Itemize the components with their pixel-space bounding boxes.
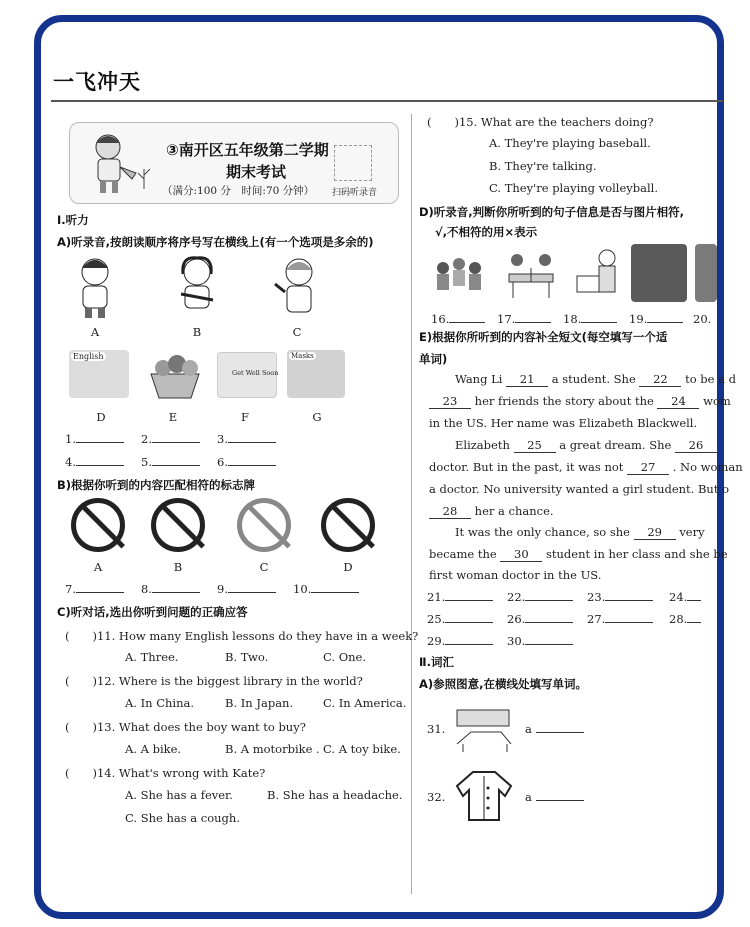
answer-blank[interactable] xyxy=(228,432,276,443)
answer-blank[interactable] xyxy=(445,634,493,645)
q14-option-b: B. She has a headache. xyxy=(267,788,403,802)
blank-row-19 xyxy=(629,312,683,326)
answer-blank[interactable] xyxy=(76,432,124,443)
vocab-31-answer xyxy=(525,722,584,736)
sectionD-heading: D)听录音,判断你所听到的句子信息是否与图片相符, xyxy=(419,205,685,219)
page-frame xyxy=(34,15,743,919)
passage-text: Wang Li xyxy=(455,372,503,386)
answer-blank[interactable] xyxy=(228,582,276,593)
blank-num-16: 16. xyxy=(431,312,450,326)
answer-blank[interactable] xyxy=(445,612,493,623)
blank-row-20 xyxy=(693,312,711,326)
passage-line-10: first woman doctor in the US. xyxy=(429,568,602,582)
answer-paren[interactable]: ( ) xyxy=(65,720,97,734)
sectionE-heading-2: 单词) xyxy=(419,352,448,366)
question-text: 11. How many English lessons do they have in a week? xyxy=(96,629,419,643)
sectionE-heading: E)根据你所听到的内容补全短文(每空填写一个适 xyxy=(419,330,668,344)
blank-num-10: 10. xyxy=(293,582,312,596)
passage-text: became the xyxy=(429,547,497,561)
q14-option-a: A. She has a fever. xyxy=(125,788,233,802)
no-trampling-grass-sign-icon xyxy=(71,498,125,552)
question-text: 14. What's wrong with Kate? xyxy=(96,766,266,780)
question-text: 13. What does the boy want to buy? xyxy=(96,720,306,734)
answer-paren[interactable]: ( ) xyxy=(65,674,97,688)
blank-row-5 xyxy=(141,455,200,469)
blank-num-27: 27. xyxy=(587,612,606,626)
blank-row-2 xyxy=(141,432,200,446)
answer-blank[interactable] xyxy=(525,612,573,623)
no-littering-sign-icon xyxy=(321,498,375,552)
sectionC-heading: C)听对话,选出你听到问题的正确应答 xyxy=(57,605,248,619)
blank-num-20: 20. xyxy=(693,312,712,326)
blank-row-7 xyxy=(65,582,124,596)
q12-option-b: B. In Japan. xyxy=(225,696,294,710)
picture-a-sick-boy xyxy=(71,254,119,320)
sectionD-heading-2: √,不相符的用×表示 xyxy=(435,225,538,239)
passage-text: a great dream. She xyxy=(559,438,672,452)
answer-paren[interactable]: ( ) xyxy=(427,115,459,129)
title-box xyxy=(69,122,399,204)
vocab-31-number: 31. xyxy=(427,722,446,736)
passage-text: her friends the story about the xyxy=(474,394,654,408)
blank-num-24: 24. xyxy=(669,590,688,604)
q13-option-b: B. A motorbike . xyxy=(225,742,320,756)
label-f: F xyxy=(241,410,249,424)
picture-20 xyxy=(695,244,717,302)
sign-label-c: C xyxy=(259,560,269,574)
question-text: 15. What are the teachers doing? xyxy=(458,115,654,129)
fill-blank-23[interactable]: 23 xyxy=(429,394,471,409)
label-a: A xyxy=(90,325,100,339)
blank-num-8: 8. xyxy=(141,582,152,596)
blank-row-18 xyxy=(563,312,617,326)
answer-blank[interactable] xyxy=(152,582,200,593)
answer-blank[interactable] xyxy=(536,722,584,733)
blank-row-3 xyxy=(217,432,276,446)
blank-num-21: 21. xyxy=(427,590,446,604)
blank-row-4 xyxy=(65,455,124,469)
passage-line-8 xyxy=(455,525,705,540)
sign-label-a: A xyxy=(93,560,103,574)
picture-b-girl-stomachache xyxy=(173,254,221,320)
blank-row-27 xyxy=(587,612,653,626)
header-rule xyxy=(51,100,723,102)
passage-line-3: in the US. Her name was Elizabeth Blackwell. xyxy=(429,416,698,430)
blank-row-16 xyxy=(431,312,485,326)
label-d: D xyxy=(96,410,106,424)
blank-num-9: 9. xyxy=(217,582,228,596)
q15-option-c: C. They're playing volleyball. xyxy=(489,181,659,195)
fill-blank-25[interactable]: 25 xyxy=(514,438,556,453)
answer-blank[interactable] xyxy=(647,312,683,323)
part2-heading: Ⅱ.词汇 xyxy=(419,655,454,669)
passage-line-4 xyxy=(455,438,717,453)
question-14 xyxy=(65,765,265,781)
answer-blank[interactable] xyxy=(152,455,200,466)
passage-line-7 xyxy=(429,504,554,519)
passage-line-2 xyxy=(429,394,731,409)
picture-f-get-well-card: Get Well Soon xyxy=(217,352,277,398)
answer-blank[interactable] xyxy=(152,432,200,443)
passage-text: very xyxy=(679,525,705,539)
blank-num-23: 23. xyxy=(587,590,606,604)
blank-row-8 xyxy=(141,582,200,596)
fill-blank-22[interactable]: 22 xyxy=(639,372,681,387)
passage-text: student in her class and she be xyxy=(545,547,728,561)
fill-blank-30[interactable]: 30 xyxy=(500,547,542,562)
q13-option-a: A. A bike. xyxy=(125,742,182,756)
passage-text: doctor. But in the past, it was not xyxy=(429,460,624,474)
blank-num-29: 29. xyxy=(427,634,446,648)
picture-18-teacher xyxy=(571,244,627,304)
blank-row-9 xyxy=(217,582,276,596)
part1-heading: Ⅰ.听力 xyxy=(57,213,89,227)
blank-row-28 xyxy=(669,612,701,626)
fill-blank-28[interactable]: 28 xyxy=(429,504,471,519)
label-b: B xyxy=(192,325,202,339)
no-noise-sign-icon xyxy=(151,498,205,552)
blank-row-10 xyxy=(293,582,359,596)
blank-num-26: 26. xyxy=(507,612,526,626)
blank-num-6: 6. xyxy=(217,455,228,469)
blank-num-17: 17. xyxy=(497,312,516,326)
passage-line-1 xyxy=(455,372,736,387)
picture-31-classroom xyxy=(451,704,515,754)
blank-row-25 xyxy=(427,612,493,626)
child-watering-illustration xyxy=(78,129,158,197)
blank-row-24 xyxy=(669,590,701,604)
answer-blank[interactable] xyxy=(687,590,701,601)
q15-option-b: B. They're talking. xyxy=(489,159,597,173)
blank-num-3: 3. xyxy=(217,432,228,446)
q12-option-a: A. In China. xyxy=(125,696,195,710)
blank-row-1 xyxy=(65,432,124,446)
picture-g-masks: Masks xyxy=(287,350,345,398)
question-12 xyxy=(65,673,363,689)
passage-line-5 xyxy=(429,460,743,475)
exam-meta: （满分:100 分 时间:70 分钟） xyxy=(162,185,315,197)
answer-blank[interactable] xyxy=(76,582,124,593)
vocab-A-heading: A)参照图意,在横线处填写单词。 xyxy=(419,677,588,691)
answer-blank[interactable] xyxy=(445,590,493,601)
answer-blank[interactable] xyxy=(311,582,359,593)
passage-line-9 xyxy=(429,547,728,562)
blank-row-26 xyxy=(507,612,573,626)
exam-title: ③南开区五年级第二学期 xyxy=(166,141,329,159)
passage-text: her a chance. xyxy=(474,504,554,518)
blank-row-29 xyxy=(427,634,493,648)
blank-row-21 xyxy=(427,590,493,604)
answer-blank[interactable] xyxy=(605,612,653,623)
fill-blank-27[interactable]: 27 xyxy=(627,460,669,475)
no-picking-flowers-sign-icon xyxy=(237,498,291,552)
passage-text: a student. She xyxy=(551,372,636,386)
question-13 xyxy=(65,719,306,735)
answer-blank[interactable] xyxy=(449,312,485,323)
q15-option-a: A. They're playing baseball. xyxy=(489,136,651,150)
question-11 xyxy=(65,628,418,644)
q12-option-c: C. In America. xyxy=(323,696,407,710)
sectionB-heading: B)根据你听到的内容匹配相符的标志牌 xyxy=(57,478,256,492)
vocab-32-answer xyxy=(525,790,584,804)
fill-blank-26[interactable]: 26 xyxy=(675,438,717,453)
question-text: 12. Where is the biggest library in the world? xyxy=(96,674,363,688)
answer-blank[interactable] xyxy=(228,455,276,466)
blank-row-17 xyxy=(497,312,551,326)
blank-num-22: 22. xyxy=(507,590,526,604)
answer-blank[interactable] xyxy=(525,590,573,601)
answer-paren[interactable]: ( ) xyxy=(65,629,97,643)
q14-option-c: C. She has a cough. xyxy=(125,811,240,825)
blank-num-4: 4. xyxy=(65,455,76,469)
q13-option-c: C. A toy bike. xyxy=(323,742,401,756)
picture-32-coat xyxy=(453,766,515,824)
fill-blank-24[interactable]: 24 xyxy=(657,394,699,409)
blank-num-28: 28. xyxy=(669,612,688,626)
blank-num-18: 18. xyxy=(563,312,582,326)
blank-row-30 xyxy=(507,634,573,648)
passage-text: to be a d xyxy=(685,372,736,386)
blank-num-30: 30. xyxy=(507,634,526,648)
label-e: E xyxy=(168,410,178,424)
passage-text: It was the only chance, so she xyxy=(455,525,630,539)
exam-subtitle: 期末考试 xyxy=(226,163,287,181)
picture-16-children-playing xyxy=(431,244,487,304)
answer-blank[interactable] xyxy=(515,312,551,323)
passage-text: Elizabeth xyxy=(455,438,510,452)
answer-blank[interactable] xyxy=(581,312,617,323)
blank-num-1: 1. xyxy=(65,432,76,446)
blank-row-23 xyxy=(587,590,653,604)
picture-17-ping-pong xyxy=(503,244,559,304)
qr-code[interactable] xyxy=(334,145,372,181)
fill-blank-29[interactable]: 29 xyxy=(634,525,676,540)
qr-caption: 扫码听录音 xyxy=(332,188,378,198)
answer-paren[interactable]: ( ) xyxy=(65,766,97,780)
q11-option-b: B. Two. xyxy=(225,650,269,664)
article-a: a xyxy=(525,790,532,804)
picture-c-girl-cough xyxy=(273,254,321,320)
question-15 xyxy=(427,114,653,130)
blank-num-7: 7. xyxy=(65,582,76,596)
label-c: C xyxy=(292,325,302,339)
blank-num-2: 2. xyxy=(141,432,152,446)
fill-blank-21[interactable]: 21 xyxy=(506,372,548,387)
blank-num-19: 19. xyxy=(629,312,648,326)
sign-label-d: D xyxy=(343,560,353,574)
vocab-32-number: 32. xyxy=(427,790,446,804)
brand-logo: 一飞冲天 xyxy=(53,70,141,94)
q11-option-c: C. One. xyxy=(323,650,366,664)
answer-blank[interactable] xyxy=(525,634,573,645)
blank-num-5: 5. xyxy=(141,455,152,469)
label-g: G xyxy=(312,410,322,424)
picture-d-english: English xyxy=(69,350,129,398)
answer-blank[interactable] xyxy=(76,455,124,466)
picture-19-computer xyxy=(631,244,687,302)
answer-blank[interactable] xyxy=(605,590,653,601)
column-divider xyxy=(411,114,412,894)
blank-row-6 xyxy=(217,455,276,469)
answer-blank[interactable] xyxy=(687,612,701,623)
article-a: a xyxy=(525,722,532,736)
answer-blank[interactable] xyxy=(536,790,584,801)
picture-e-fruit-basket xyxy=(145,350,205,400)
sign-label-b: B xyxy=(173,560,183,574)
passage-line-6: a doctor. No university wanted a girl student. But o xyxy=(429,482,730,496)
sectionA-heading: A)听录音,按朗读顺序将序号写在横线上(有一个选项是多余的) xyxy=(57,235,374,249)
passage-text: wom xyxy=(703,394,731,408)
blank-num-25: 25. xyxy=(427,612,446,626)
q11-option-a: A. Three. xyxy=(125,650,179,664)
blank-row-22 xyxy=(507,590,573,604)
passage-text: . No woman xyxy=(672,460,743,474)
